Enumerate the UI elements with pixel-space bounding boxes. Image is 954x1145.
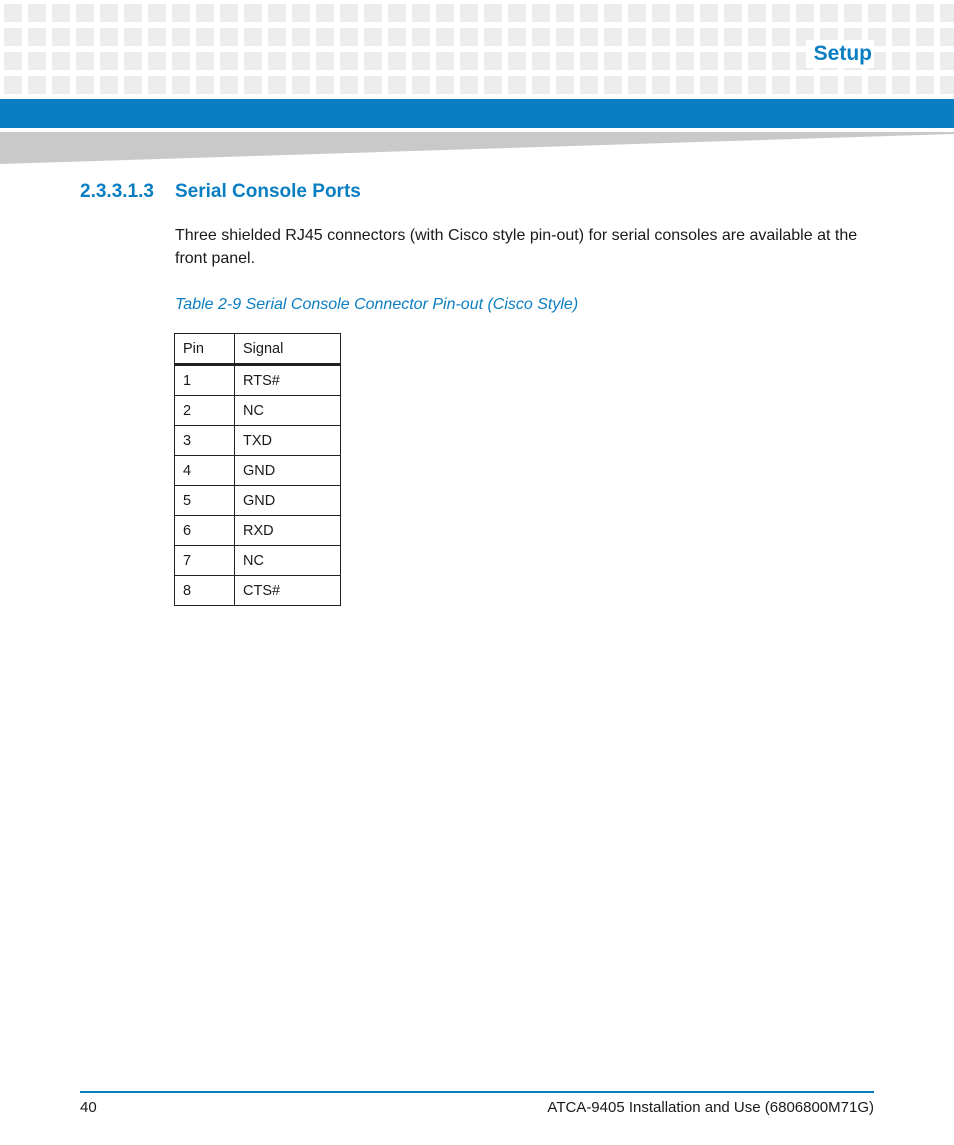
- footer-document-title: ATCA-9405 Installation and Use (6806800M71G): [547, 1099, 874, 1116]
- header-blue-bar: [0, 99, 954, 128]
- footer-page-number: 40: [80, 1099, 97, 1116]
- signal-cell: GND: [235, 456, 341, 486]
- table-row: [175, 516, 341, 546]
- section-title: Serial Console Ports: [175, 181, 361, 202]
- chapter-title: Setup: [806, 40, 874, 68]
- pin-cell: 1: [175, 365, 235, 396]
- table-row: [175, 426, 341, 456]
- pin-cell: 8: [175, 576, 235, 606]
- signal-cell: CTS#: [235, 576, 341, 606]
- table-row: [175, 576, 341, 606]
- table-row: [175, 365, 341, 396]
- pin-cell: 5: [175, 486, 235, 516]
- signal-cell: RTS#: [235, 365, 341, 396]
- signal-cell: RXD: [235, 516, 341, 546]
- signal-cell: NC: [235, 396, 341, 426]
- footer-rule: [80, 1091, 874, 1093]
- column-header-pin: Pin: [175, 334, 235, 365]
- pin-cell: 2: [175, 396, 235, 426]
- section-heading: [80, 181, 361, 203]
- table-row: [175, 546, 341, 576]
- section-number: 2.3.3.1.3: [80, 181, 154, 202]
- pin-cell: 4: [175, 456, 235, 486]
- table-caption: Table 2-9 Serial Console Connector Pin-out (Cisco Style): [175, 296, 579, 313]
- table-row: [175, 396, 341, 426]
- table-header-row: [175, 334, 341, 365]
- section-body-text: Three shielded RJ45 connectors (with Cisco style pin-out) for serial consoles are available at the front panel.: [175, 227, 858, 267]
- signal-cell: GND: [235, 486, 341, 516]
- header-grey-wedge: [0, 132, 954, 164]
- pin-cell: 6: [175, 516, 235, 546]
- table-row: [175, 456, 341, 486]
- column-header-signal: Signal: [235, 334, 341, 365]
- signal-cell: NC: [235, 546, 341, 576]
- pin-cell: 3: [175, 426, 235, 456]
- pin-cell: 7: [175, 546, 235, 576]
- signal-cell: TXD: [235, 426, 341, 456]
- pinout-table: [174, 333, 341, 606]
- table-row: [175, 486, 341, 516]
